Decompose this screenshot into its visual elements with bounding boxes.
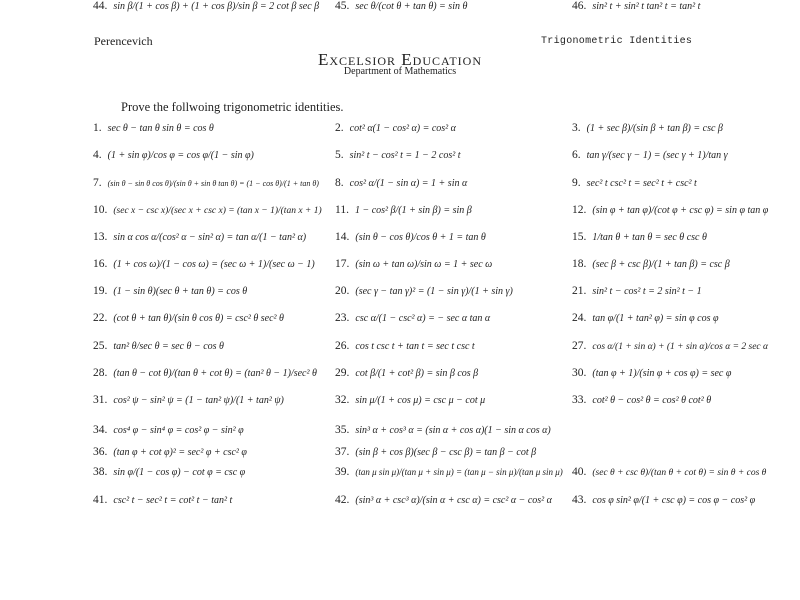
problem-identity: cot² α(1 − cos² α) = cos² α bbox=[349, 123, 456, 134]
problem-item bbox=[93, 149, 254, 162]
problem-identity: cos² ψ − sin² ψ = (1 − tan² ψ)/(1 + tan² ψ) bbox=[113, 395, 284, 406]
problem-number: 31. bbox=[93, 394, 108, 406]
problem-identity: (tan φ + cot φ)² = sec² φ + csc² φ bbox=[113, 447, 247, 458]
problem-identity: sin β/(1 + cos β) + (1 + cos β)/sin β = 2 cot β sec β bbox=[113, 1, 320, 12]
problem-item bbox=[572, 466, 766, 479]
problem-number: 39. bbox=[335, 466, 350, 478]
problem-number: 23. bbox=[335, 312, 350, 324]
problem-number: 11. bbox=[335, 204, 349, 216]
problem-item bbox=[335, 204, 472, 217]
problem-identity: (1 − sin θ)(sec θ + tan θ) = cos θ bbox=[113, 286, 248, 297]
problem-number: 32. bbox=[335, 394, 350, 406]
problem-item bbox=[335, 494, 552, 507]
problem-identity: sin² t − cos² t = 2 sin² t − 1 bbox=[592, 286, 702, 297]
problem-number: 28. bbox=[93, 367, 108, 379]
problem-number: 7. bbox=[93, 177, 102, 189]
problem-identity: (sin³ α + csc³ α)/(sin α + csc α) = csc² α − cos² α bbox=[355, 495, 552, 506]
problem-number: 30. bbox=[572, 367, 587, 379]
problem-item bbox=[93, 122, 214, 135]
problem-item bbox=[572, 149, 728, 162]
problem-item bbox=[93, 258, 315, 271]
problem-item bbox=[93, 424, 244, 437]
problem-item bbox=[335, 466, 563, 479]
problem-item bbox=[572, 394, 711, 407]
problem-identity: (sin θ − cos θ)/cos θ + 1 = tan θ bbox=[355, 232, 486, 243]
problem-identity: cot² θ − cos² θ = cos² θ cot² θ bbox=[592, 395, 712, 406]
problem-item bbox=[335, 0, 467, 13]
problem-number: 2. bbox=[335, 122, 344, 134]
author-name: Perencevich bbox=[94, 34, 153, 48]
problem-item bbox=[572, 258, 730, 271]
problem-item bbox=[335, 367, 478, 380]
problem-number: 5. bbox=[335, 149, 344, 161]
problem-identity: (sin φ + tan φ)/(cot φ + csc φ) = sin φ tan φ bbox=[592, 205, 769, 216]
problem-number: 16. bbox=[93, 258, 108, 270]
problem-identity: sin² t + sin² t tan² t = tan² t bbox=[592, 1, 701, 12]
problem-number: 18. bbox=[572, 258, 587, 270]
problem-number: 44. bbox=[93, 0, 108, 12]
problem-number: 29. bbox=[335, 367, 350, 379]
problem-identity: cos⁴ φ − sin⁴ φ = cos² φ − sin² φ bbox=[113, 425, 244, 436]
problem-number: 40. bbox=[572, 466, 587, 478]
organization-title: Excelsior Education bbox=[317, 50, 483, 69]
problem-identity: (sec x − csc x)/(sec x + csc x) = (tan x − 1)/(tan x + 1) bbox=[113, 206, 322, 216]
problem-item bbox=[93, 494, 232, 507]
problem-item bbox=[93, 204, 322, 217]
department-subtitle: Department of Mathematics bbox=[343, 66, 457, 77]
problem-number: 8. bbox=[335, 177, 344, 189]
problem-item bbox=[572, 340, 768, 353]
problem-item bbox=[93, 285, 247, 298]
problem-number: 10. bbox=[93, 204, 108, 216]
problem-identity: csc² t − sec² t = cot² t − tan² t bbox=[113, 495, 233, 506]
problem-item bbox=[335, 258, 492, 271]
problem-number: 45. bbox=[335, 0, 350, 12]
problem-number: 15. bbox=[572, 231, 587, 243]
problem-item bbox=[93, 231, 306, 244]
problem-item bbox=[335, 285, 513, 298]
problem-identity: sin² t − cos² t = 1 − 2 cos² t bbox=[349, 150, 461, 161]
problem-identity: (sin β + cos β)(sec β − csc β) = tan β − cot β bbox=[355, 447, 537, 458]
problem-item bbox=[572, 231, 707, 244]
problem-identity: (sin θ − sin θ cos θ)/(sin θ + sin θ tan θ) = (1 − cos θ)/(1 + tan θ) bbox=[107, 179, 319, 188]
topic-title: Trigonometric Identities bbox=[541, 36, 693, 47]
problem-number: 17. bbox=[335, 258, 350, 270]
problem-number: 13. bbox=[93, 231, 108, 243]
problem-identity: (1 + sec β)/(sin β + tan β) = csc β bbox=[586, 123, 723, 134]
problem-number: 38. bbox=[93, 466, 108, 478]
problem-number: 27. bbox=[572, 340, 587, 352]
problem-identity: sin³ α + cos³ α = (sin α + cos α)(1 − sin α cos α) bbox=[355, 425, 551, 436]
problem-identity: cos φ sin² φ/(1 + csc φ) = cos φ − cos² φ bbox=[592, 495, 756, 506]
problem-item bbox=[93, 394, 284, 407]
problem-number: 3. bbox=[572, 122, 581, 134]
problem-identity: cos² α/(1 − sin α) = 1 + sin α bbox=[349, 178, 468, 189]
problem-number: 43. bbox=[572, 494, 587, 506]
problem-item bbox=[572, 367, 731, 380]
problem-identity: 1/tan θ + tan θ = sec θ csc θ bbox=[592, 232, 707, 243]
problem-number: 20. bbox=[335, 285, 350, 297]
problem-item bbox=[572, 0, 700, 13]
instructions: Prove the follwoing trigonometric identities. bbox=[121, 100, 344, 114]
problem-item bbox=[335, 446, 536, 459]
problem-item bbox=[572, 122, 723, 135]
problem-item bbox=[93, 466, 245, 479]
problem-identity: sin φ/(1 − cos φ) − cot φ = csc φ bbox=[113, 467, 246, 478]
problem-number: 34. bbox=[93, 424, 108, 436]
problem-item bbox=[335, 231, 486, 244]
problem-identity: tan φ/(1 + tan² φ) = sin φ cos φ bbox=[592, 313, 719, 324]
problem-identity: cos t csc t + tan t = sec t csc t bbox=[355, 341, 475, 352]
problem-item bbox=[335, 177, 467, 190]
problem-item bbox=[93, 177, 319, 190]
problem-number: 12. bbox=[572, 204, 587, 216]
problem-identity: (1 + sin φ)/cos φ = cos φ/(1 − sin φ) bbox=[107, 150, 254, 161]
problem-number: 19. bbox=[93, 285, 108, 297]
problem-identity: (1 + cos ω)/(1 − cos ω) = (sec ω + 1)/(sec ω − 1) bbox=[113, 259, 315, 270]
problem-item bbox=[572, 177, 697, 190]
problem-item bbox=[93, 446, 247, 459]
problem-item bbox=[572, 494, 755, 507]
problem-number: 4. bbox=[93, 149, 102, 161]
problem-item bbox=[93, 0, 319, 13]
problem-item bbox=[335, 122, 456, 135]
problem-identity: cos α/(1 + sin α) + (1 + sin α)/cos α = 2 sec α bbox=[592, 342, 769, 352]
problem-number: 25. bbox=[93, 340, 108, 352]
problem-identity: (tan φ + 1)/(sin φ + cos φ) = sec φ bbox=[592, 368, 732, 379]
problem-identity: (tan θ − cot θ)/(tan θ + cot θ) = (tan² θ − 1)/sec² θ bbox=[113, 368, 317, 379]
problem-number: 33. bbox=[572, 394, 587, 406]
problem-identity: (tan μ sin μ)/(tan μ + sin μ) = (tan μ − sin μ)/(tan μ sin μ) bbox=[355, 467, 563, 477]
problem-identity: cot β/(1 + cot² β) = sin β cos β bbox=[355, 368, 479, 379]
problem-number: 46. bbox=[572, 0, 587, 12]
problem-number: 36. bbox=[93, 446, 108, 458]
problem-number: 24. bbox=[572, 312, 587, 324]
problem-identity: tan² θ/sec θ = sec θ − cos θ bbox=[113, 341, 224, 352]
problem-number: 6. bbox=[572, 149, 581, 161]
problem-identity: (cot θ + tan θ)/(sin θ cos θ) = csc² θ sec² θ bbox=[113, 313, 284, 324]
problem-number: 21. bbox=[572, 285, 587, 297]
problem-identity: sec θ/(cot θ + tan θ) = sin θ bbox=[355, 1, 468, 12]
problem-identity: csc α/(1 − csc² α) = − sec α tan α bbox=[355, 313, 491, 324]
problem-item bbox=[335, 394, 485, 407]
problem-identity: tan γ/(sec γ − 1) = (sec γ + 1)/tan γ bbox=[586, 150, 728, 161]
problem-item bbox=[335, 312, 490, 325]
problem-item bbox=[572, 285, 702, 298]
problem-identity: sin α cos α/(cos² α − sin² α) = tan α/(1 − tan² α) bbox=[113, 232, 307, 243]
problem-item bbox=[335, 149, 461, 162]
problem-item bbox=[93, 312, 284, 325]
problem-identity: sin μ/(1 + cos μ) = csc μ − cot μ bbox=[355, 395, 486, 406]
problem-number: 26. bbox=[335, 340, 350, 352]
problem-number: 41. bbox=[93, 494, 108, 506]
problem-identity: sec θ − tan θ sin θ = cos θ bbox=[107, 123, 214, 134]
problem-number: 42. bbox=[335, 494, 350, 506]
problem-identity: (sin ω + tan ω)/sin ω = 1 + sec ω bbox=[355, 259, 493, 270]
problem-item bbox=[335, 340, 475, 353]
problem-number: 9. bbox=[572, 177, 581, 189]
problem-item bbox=[572, 312, 719, 325]
problem-identity: sec² t csc² t = sec² t + csc² t bbox=[586, 178, 697, 189]
problem-number: 14. bbox=[335, 231, 350, 243]
problem-number: 1. bbox=[93, 122, 102, 134]
problem-number: 37. bbox=[335, 446, 350, 458]
problem-item bbox=[335, 424, 551, 437]
problem-number: 35. bbox=[335, 424, 350, 436]
problem-identity: (sec γ − tan γ)² = (1 − sin γ)/(1 + sin γ) bbox=[355, 286, 513, 297]
problem-item bbox=[93, 340, 224, 353]
problem-identity: (sec β + csc β)/(1 + tan β) = csc β bbox=[592, 259, 730, 270]
problem-item bbox=[93, 367, 317, 380]
problem-item bbox=[572, 204, 768, 217]
problem-identity: (sec θ + csc θ)/(tan θ + cot θ) = sin θ + cos θ bbox=[592, 468, 767, 478]
problem-identity: 1 − cos² β/(1 + sin β) = sin β bbox=[354, 205, 472, 216]
problem-number: 22. bbox=[93, 312, 108, 324]
